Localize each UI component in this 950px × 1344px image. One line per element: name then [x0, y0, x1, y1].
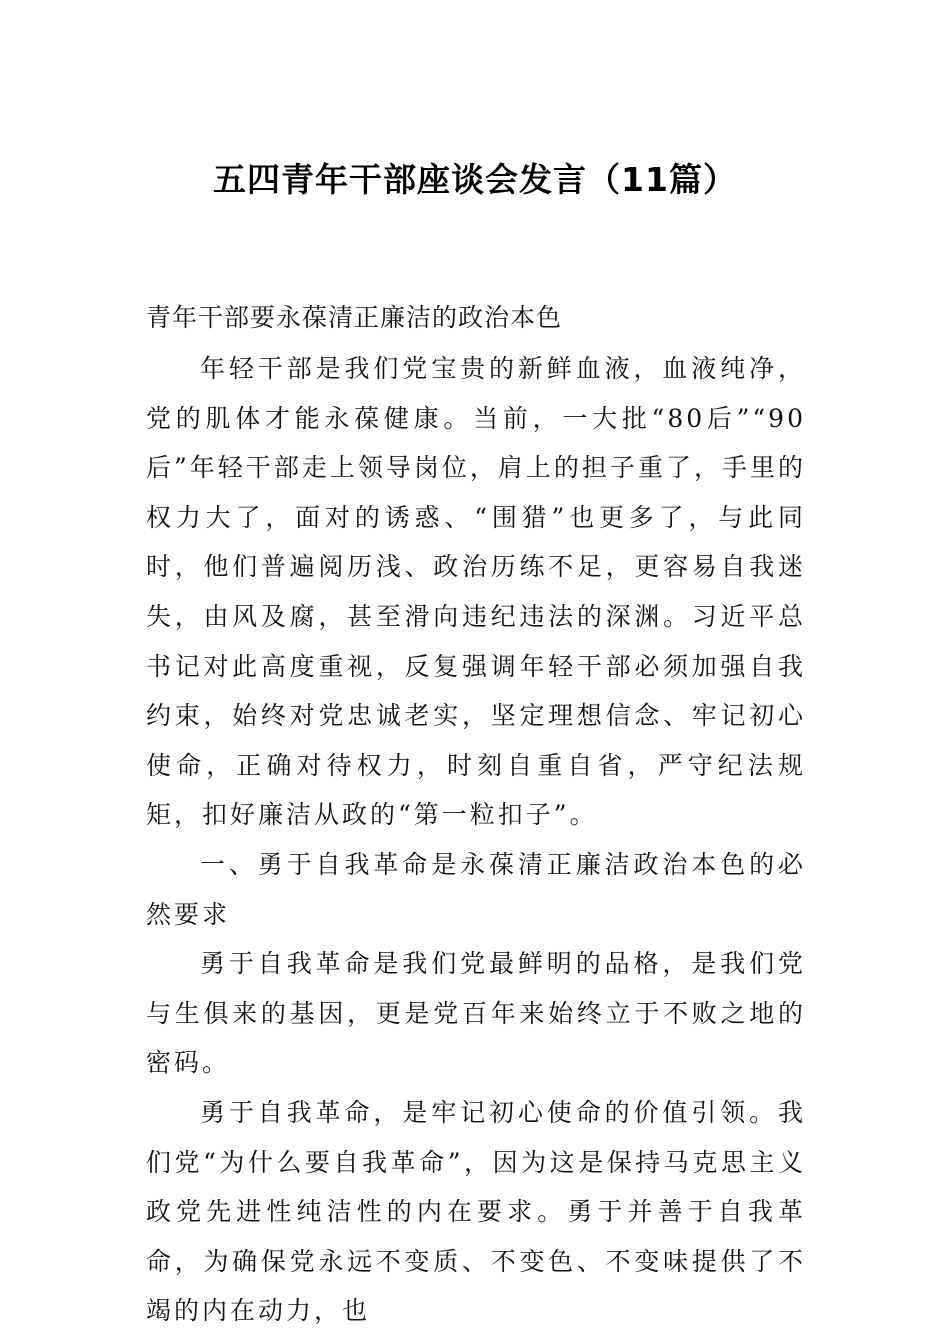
document-title: 五四青年干部座谈会发言（11篇）	[213, 160, 737, 199]
body-paragraph-4: 勇于自我革命，是牢记初心使命的价值引领。我们党“为什么要自我革命”，因为这是保持马克思主义政党先进性纯洁性的内在要求。勇于并善于自我革命，为确保党永远不变质、不变色、不变味提供了不竭的内在动力，也	[146, 1097, 806, 1326]
body-paragraph-2: 一、勇于自我革命是永葆清正廉洁政治本色的必然要求	[146, 849, 806, 929]
body-paragraph-3: 勇于自我革命是我们党最鲜明的品格，是我们党与生俱来的基因，更是党百年来始终立于不败之地的密码。	[146, 949, 806, 1078]
body-paragraph-1: 年轻干部是我们党宝贵的新鲜血液，血液纯净，党的肌体才能永葆健康。当前，一大批“80后”“90后”年轻干部走上领导岗位，肩上的担子重了，手里的权力大了，面对的诱惑、“围猎”也更多了，与此同时，他们普遍阅历浅、政治历练不足，更容易自我迷失，由风及腐，甚至滑向违纪违法的深渊。习近平总书记对此高度重视，反复强调年轻干部必须加强自我约束，始终对党忠诚老实，坚定理想信念、牢记初心使命，正确对待权力，时刻自重自省，严守纪法规矩，扣好廉洁从政的“第一粒扣子”。	[146, 354, 806, 830]
section-heading: 青年干部要永葆清正廉洁的政治本色	[146, 303, 563, 332]
document-body	[146, 344, 806, 1336]
